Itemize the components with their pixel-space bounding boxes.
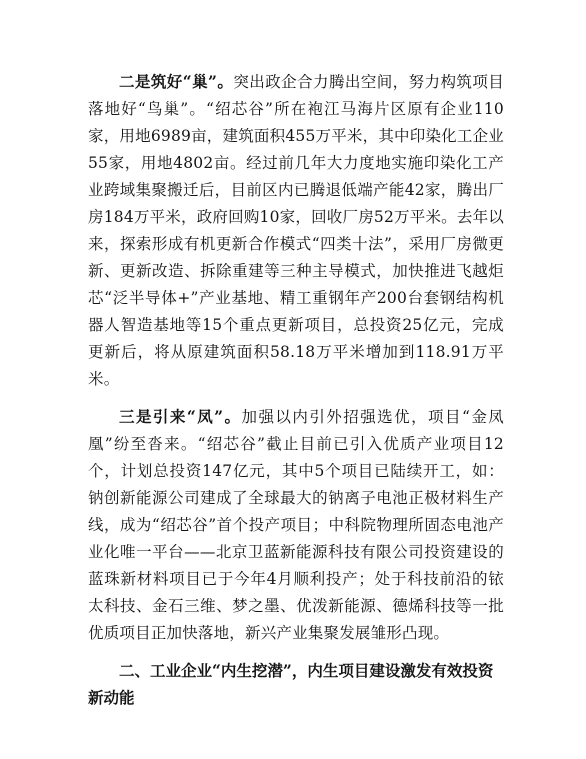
paragraph-lead: 二是筑好“巢”。 <box>119 72 234 91</box>
document-body <box>88 68 504 711</box>
paragraph-text: 加强以内引外招强选优，项目“金凤凰”纷至沓来。“绍芯谷”截止目前已引入优质产业项目12个，计划总投资147亿元，其中5个项目已陆续开工，如：钠创新能源公司建成了全球最大的钠离子电池正极材料生产线，成为“绍芯谷”首个投产项目；中科院物理所固态电池产业化唯一平台——北京卫蓝新能源科技有限公司投资建设的蓝珠新材料项目已于今年4月顺利投产；处于科技前沿的铱太科技、金石三维、梦之墨、优泼新能源、德烯科技等一批优质项目正加快落地，新兴产业集聚发展雏形凸现。 <box>88 408 504 642</box>
paragraph-text: 突出政企合力腾出空间，努力构筑项目落地好“鸟巢”。“绍芯谷”所在袍江马海片区原有企业110家，用地6989亩，建筑面积455万平米，其中印染化工企业55家，用地4802亩。经过前几年大力度地实施印染化工产业跨域集聚搬迁后，目前区内已腾退低端产能42家，腾出厂房184万平米，政府回购10家，回收厂房52万平米。去年以来，探索形成有机更新合作模式“四类十法”，采用厂房微更新、更新改造、拆除重建等三种主导模式，加快推进飞越炬芯“泛半导体+”产业基地、精工重钢年产200台套钢结构机器人智造基地等15个重点更新项目，总投资25亿元，完成更新后，将从原建筑面积58.18万平米增加到118.91万平米。 <box>88 73 505 388</box>
section-heading: 二、工业企业“内生挖潜”，内生项目建设激发有效投资新动能 <box>88 661 494 707</box>
paragraph-build-nest <box>88 68 504 393</box>
paragraph-attract-phoenix <box>88 403 504 647</box>
paragraph-lead: 三是引来“凤”。 <box>119 407 242 426</box>
